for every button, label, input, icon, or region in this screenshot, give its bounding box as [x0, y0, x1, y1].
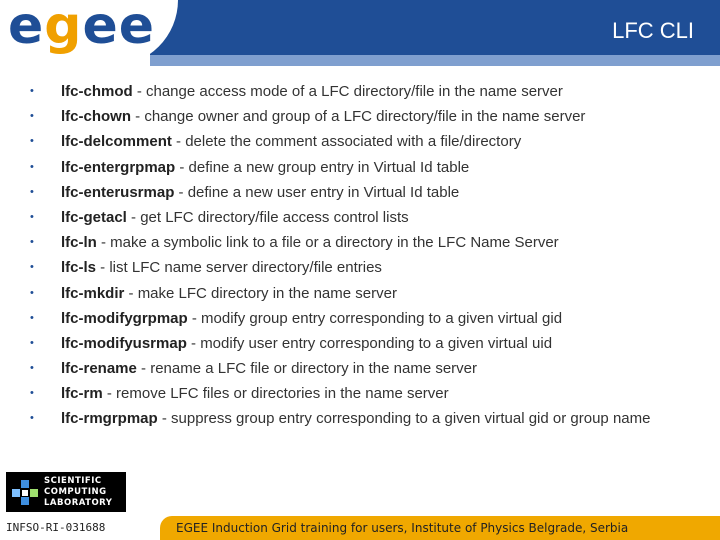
command-entry [61, 104, 585, 129]
bullet-dot-icon: • [30, 387, 34, 400]
bullet-dot-icon: • [30, 135, 34, 148]
list-item [30, 281, 710, 306]
bullet-dot-icon: • [30, 210, 34, 223]
command-name: lfc-rename [61, 360, 137, 378]
list-item [30, 79, 710, 104]
command-description: - define a new group entry in Virtual Id table [175, 158, 470, 176]
list-item [30, 104, 710, 129]
command-description: - remove LFC files or directories in the name server [102, 385, 449, 403]
slide-header [0, 0, 720, 66]
bullet-dot-icon: • [30, 311, 34, 324]
bullet-dot-icon: • [30, 85, 34, 97]
footer-project-id: INFSO-RI-031688 [0, 516, 160, 540]
command-description: - make a symbolic link to a file or a directory in the LFC Name Server [96, 234, 559, 252]
list-item [30, 406, 710, 431]
command-entry [61, 180, 459, 205]
command-description: - modify group entry corresponding to a given virtual gid [187, 309, 563, 327]
command-description: - rename a LFC file or directory in the name server [136, 360, 478, 378]
command-name: lfc-enterusrmap [61, 183, 175, 201]
command-description: - change owner and group of a LFC directory/file in the name server [131, 108, 586, 126]
list-item [30, 255, 710, 280]
command-name: lfc-mkdir [61, 284, 125, 302]
list-item [30, 180, 710, 205]
command-entry [61, 129, 521, 154]
egee-logo-text: egee [8, 0, 156, 56]
list-item [30, 381, 710, 406]
command-name: lfc-ls [61, 259, 97, 277]
scientific-computing-lab-logo [6, 472, 126, 512]
bullet-dot-icon: • [30, 286, 34, 299]
slide-title: LFC CLI [612, 18, 694, 43]
command-description: - define a new user entry in Virtual Id table [174, 183, 460, 201]
bullet-dot-icon: • [30, 412, 34, 425]
bullet-dot-icon: • [30, 160, 34, 173]
footer-bar [160, 516, 720, 540]
command-name: lfc-modifyusrmap [61, 334, 187, 352]
bullet-dot-icon: • [30, 362, 34, 375]
command-entry [61, 155, 469, 180]
command-name: lfc-delcomment [61, 133, 172, 151]
command-entry [61, 306, 562, 331]
list-item [30, 230, 710, 255]
list-item [30, 155, 710, 180]
command-description: - delete the comment associated with a file/directory [171, 133, 522, 151]
command-entry [61, 205, 409, 230]
command-name: lfc-modifygrpmap [61, 309, 188, 327]
bullet-dot-icon: • [30, 236, 34, 249]
command-entry [61, 356, 477, 381]
list-item [30, 331, 710, 356]
lab-logo-text: SCIENTIFIC COMPUTING LABORATORY [44, 476, 113, 508]
command-description: - list LFC name server directory/file entries [96, 259, 382, 277]
bullet-dot-icon: • [30, 110, 34, 123]
command-name: lfc-rmgrpmap [61, 410, 158, 428]
command-description: - change access mode of a LFC directory/file in the name server [132, 83, 563, 100]
list-item [30, 205, 710, 230]
list-item [30, 306, 710, 331]
command-description: - modify user entry corresponding to a given virtual uid [186, 334, 553, 352]
command-entry [61, 255, 382, 280]
lab-network-icon [10, 477, 40, 507]
command-name: lfc-rm [61, 385, 103, 403]
command-entry [61, 381, 449, 406]
command-name: lfc-entergrpmap [61, 158, 176, 176]
command-description: - suppress group entry corresponding to a given virtual gid or group name [157, 410, 651, 428]
command-name: lfc-chmod [61, 83, 133, 100]
command-list [30, 79, 710, 432]
command-entry [61, 79, 563, 104]
command-description: - make LFC directory in the name server [124, 284, 397, 302]
command-description: - get LFC directory/file access control lists [126, 208, 409, 226]
command-entry [61, 331, 552, 356]
bullet-dot-icon: • [30, 261, 34, 274]
slide-footer [0, 516, 720, 540]
command-name: lfc-getacl [61, 208, 127, 226]
command-name: lfc-ln [61, 234, 97, 252]
footer-caption: EGEE Induction Grid training for users, Institute of Physics Belgrade, Serbia [176, 521, 629, 535]
bullet-dot-icon: • [30, 185, 34, 198]
list-item [30, 129, 710, 154]
command-entry [61, 281, 397, 306]
header-strip [150, 55, 720, 66]
command-name: lfc-chown [61, 108, 131, 126]
bullet-dot-icon: • [30, 336, 34, 349]
command-entry [61, 406, 650, 431]
list-item [30, 356, 710, 381]
command-entry [61, 230, 559, 255]
